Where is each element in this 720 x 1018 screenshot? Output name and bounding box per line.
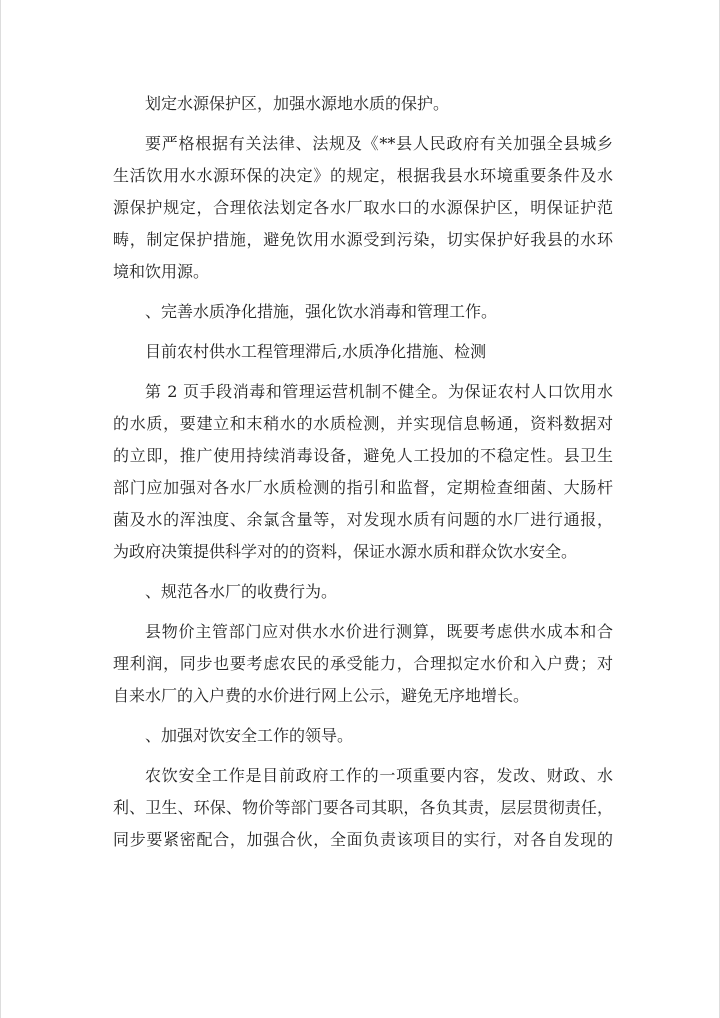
text-line: 源保护规定，合理依法划定各水厂取水口的水源保护区，明保证护范 [113,198,613,217]
text-line: 的立即，推广使用持续消毒设备，避免人工投加的不稳定性。县卫生 [113,446,613,465]
text-line: 同步要紧密配合，加强合伙，全面负责该项目的实行，对各自发现的 [113,830,613,849]
text-line: 的水质，要建立和末稍水的水质检测，并实现信息畅通，资料数据对 [113,414,613,433]
text-line: 、完善水质净化措施，强化饮水消毒和管理工作。 [145,302,498,321]
text-line: 理利润，同步也要考虑农民的承受能力，合理拟定水价和入户费；对 [113,654,613,673]
paragraph-8 [113,720,613,752]
text-line: 、规范各水厂的收费行为。 [145,582,338,601]
text-line: 自来水厂的入户费的水价进行网上公示，避免无序地增长。 [113,686,530,705]
paragraph-3 [113,296,613,328]
paragraph-5 [113,376,613,568]
text-line: 部门应加强对各水厂水质检测的指引和监督，定期检查细菌、大肠杆 [113,478,613,497]
text-line: 第 2 页手段消毒和管理运营机制不健全。为保证农村人口饮用水 [145,382,613,401]
text-line: 农饮安全工作是目前政府工作的一项重要内容，发改、财政、水 [145,766,613,785]
paragraph-7 [113,616,613,712]
document-body [113,88,613,864]
paragraph-9 [113,760,613,856]
text-line: 目前农村供水工程管理滞后,水质净化措施、检测 [145,342,487,361]
text-line: 划定水源保护区，加强水源地水质的保护。 [145,94,450,113]
paragraph-6 [113,576,613,608]
text-line: 畴，制定保护措施，避免饮用水源受到污染，切实保护好我县的水环 [113,230,613,249]
paragraph-4 [113,336,613,368]
text-line: 要严格根据有关法律、法规及《**县人民政府有关加强全县城乡 [145,134,613,153]
text-line: 菌及水的浑浊度、余氯含量等，对发现水质有问题的水厂进行通报， [113,510,613,529]
paragraph-2 [113,128,613,288]
text-line: 、加强对饮安全工作的领导。 [145,726,354,745]
text-line: 利、卫生、环保、物价等部门要各司其职，各负其责，层层贯彻责任， [113,798,613,817]
text-line: 境和饮用源。 [113,262,210,281]
text-line: 县物价主管部门应对供水水价进行测算，既要考虑供水成本和合 [145,622,613,641]
text-line: 生活饮用水水源环保的决定》的规定，根据我县水环境重要条件及水 [113,166,613,185]
text-line: 为政府决策提供科学对的的资料，保证水源水质和群众饮水安全。 [113,542,578,561]
paragraph-1 [113,88,613,120]
